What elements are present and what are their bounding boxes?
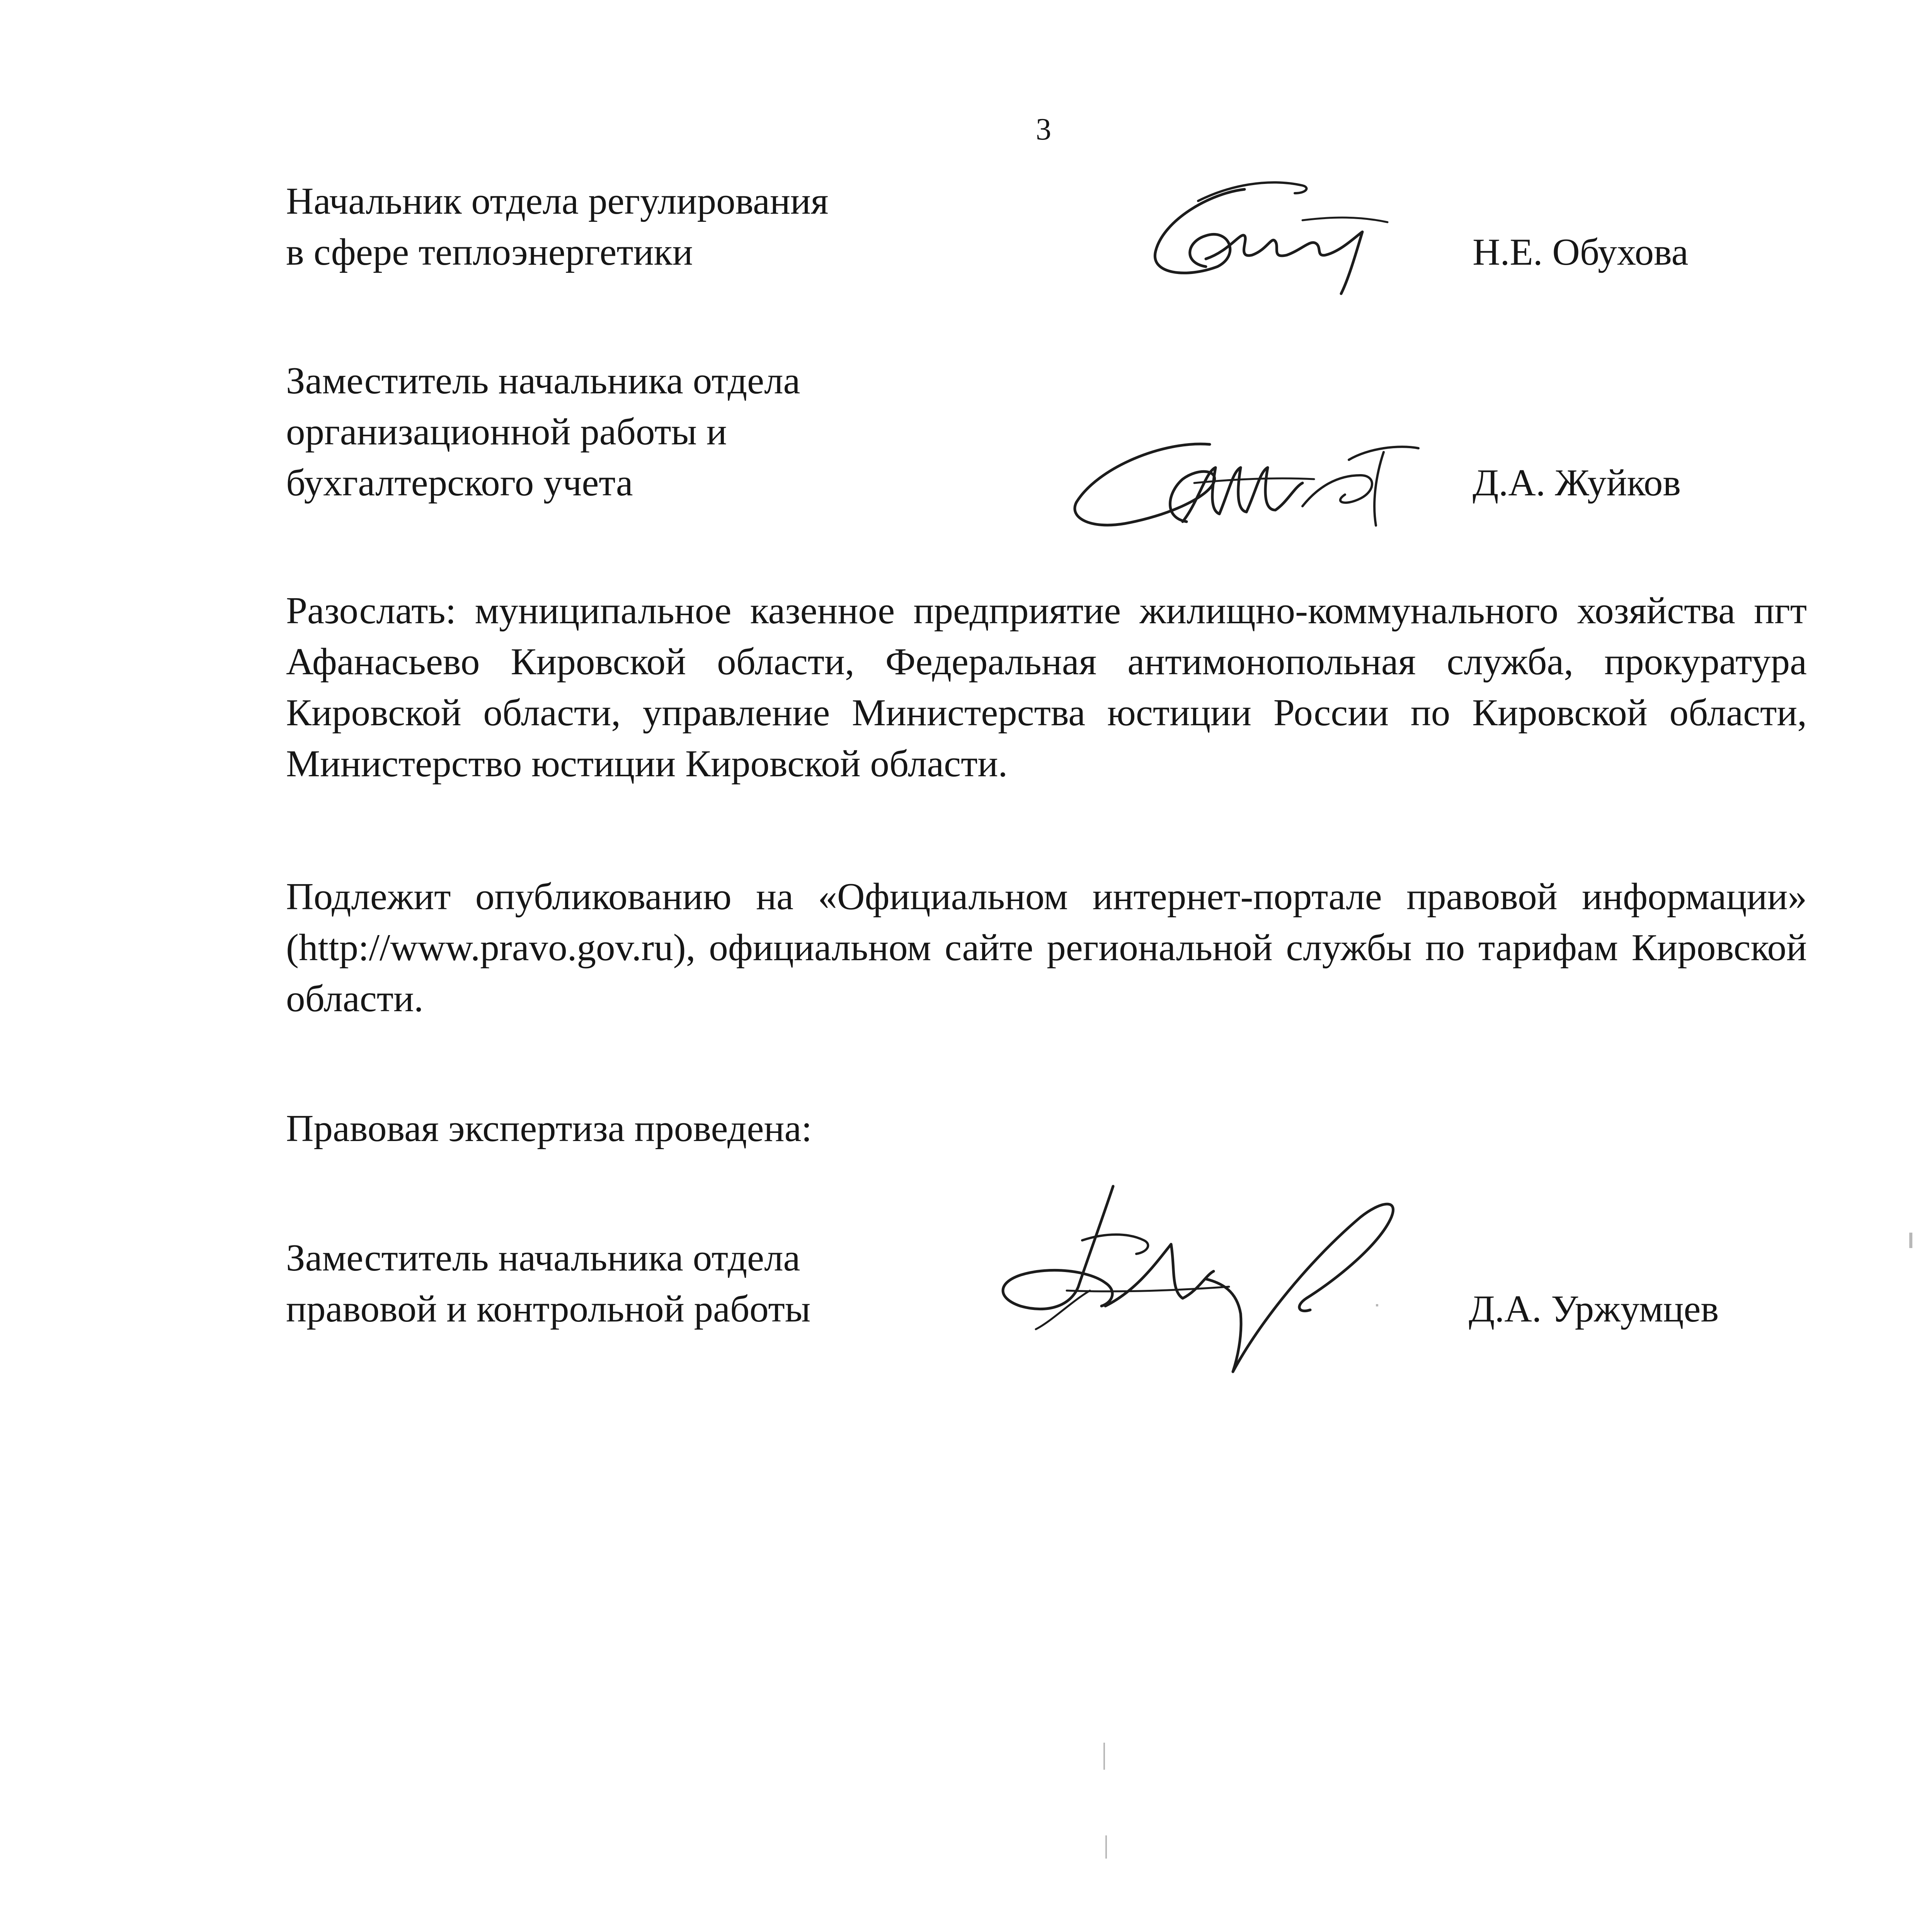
scan-speck (1103, 1743, 1105, 1770)
signatory-2-title-line-1: Заместитель начальника отдела (286, 360, 800, 402)
legal-review-heading: Правовая экспертиза проведена: (286, 1107, 812, 1150)
signature-urzhumtsev-icon (989, 1175, 1453, 1376)
scan-speck (1105, 1835, 1107, 1859)
signature-zhuikov-icon (1067, 425, 1430, 541)
page-number: 3 (1036, 112, 1051, 146)
scan-speck (1376, 1304, 1378, 1306)
signatory-2-title-line-2: организационной работы и (286, 411, 727, 453)
signatory-2-title-line-3: бухгалтерского учета (286, 462, 633, 504)
publication-note: Подлежит опубликованию на «Официальном интернет-портале правовой информации» (http://www.pravo.gov.ru), официальном сайте региональной службы по тарифам Кировской области. (286, 876, 1807, 1020)
distribution-list: Разослать: муниципальное казенное предприятие жилищно-коммунального хозяйства пгт Афанасьево Кировской области, Федеральная антимонопольная служба, прокуратура Кировской области, управление Министерства юстиции России по Кировской области, Министерство юстиции Кировской области. (286, 590, 1807, 785)
signatory-1-title-line-2: в сфере теплоэнергетики (286, 231, 693, 273)
legal-review-name: Д.А. Уржумцев (1469, 1288, 1719, 1330)
signatory-2-name: Д.А. Жуйков (1473, 462, 1681, 504)
signatory-1-title-line-1: Начальник отдела регулирования (286, 180, 829, 222)
signatory-1-name: Н.Е. Обухова (1473, 231, 1689, 273)
legal-review-title-line-2: правовой и контрольной работы (286, 1288, 811, 1330)
scan-speck (1909, 1233, 1912, 1248)
signature-obukhova-icon (1140, 162, 1403, 301)
legal-review-title-line-1: Заместитель начальника отдела (286, 1237, 800, 1279)
